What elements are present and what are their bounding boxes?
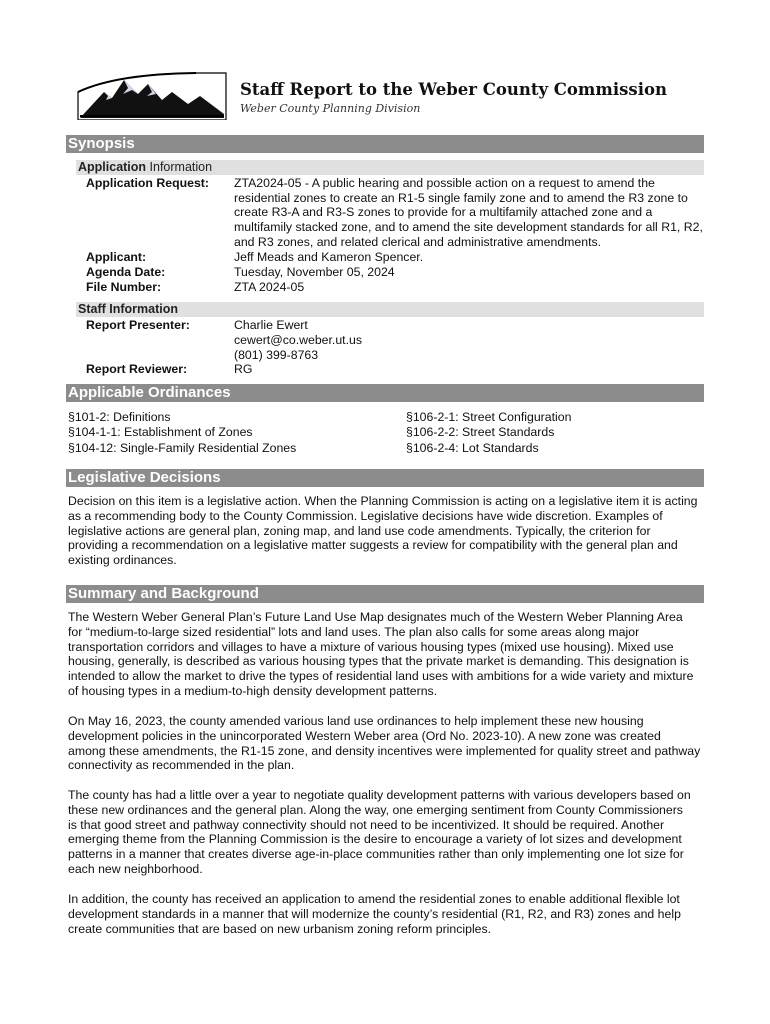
text-line: providing a recommendation on a legislative matter suggests a review for compatibility with the general plan and: [68, 538, 678, 553]
presenter-phone: (801) 399-8763: [234, 348, 319, 362]
text-line: legislative actions are general plan, zoning map, and land use code amendments. Typically, the criterion for: [68, 523, 651, 538]
text-line: patterns in a manner that creates diverse age-in-place communities rather than only implementing one lot size for: [68, 847, 684, 861]
text-line: among these amendments, the R1-15 zone, and density incentives were implemented for quality street and pathway: [68, 743, 701, 758]
text-line: existing ordinances.: [68, 553, 177, 567]
summary-heading: Summary and Background: [66, 585, 704, 603]
ordinance-item: §104-1-1: Establishment of Zones: [68, 425, 253, 440]
ordinance-item: §104-12: Single-Family Residential Zones: [68, 440, 297, 455]
ordinances-heading: Applicable Ordinances: [66, 384, 704, 402]
ordinances-right-list: [406, 410, 571, 456]
applicant-value: Jeff Meads and Kameron Spencer.: [234, 250, 424, 264]
text-line: On May 16, 2023, the county amended various land use ordinances to help implement these new housing: [68, 714, 644, 728]
text-line: transportation corridors and villages to have a mixture of various housing types (mixed use housing). Mixed use: [68, 639, 674, 654]
text-line: The county has had a little over a year to negotiate quality development patterns with various developers based on: [68, 788, 691, 802]
summary-paragraph-2: [68, 714, 702, 773]
text-line: housing, generally, is described as various housing types that the private market is demanding. This designation is: [68, 654, 689, 669]
applicant-label: Applicant:: [86, 250, 147, 264]
application-request-value: ZTA2024-05 - A public hearing and possible action on a request to amend the residential zones to create an R1-5 single family zone and to amend the R3 zone to create R3-A and R3-S zones to provide for a multifamily attached zone and a multifamily stacked zone, and to amend the site development standards for all R1, R2, and R3 zones, and related clerical and administrative amendments.: [234, 176, 703, 249]
report-title: Staff Report to the Weber County Commission: [240, 80, 667, 99]
text-line: of housing types in a medium-to-high density development patterns.: [68, 683, 438, 698]
summary-paragraph-4: [68, 892, 702, 936]
report-reviewer-label: Report Reviewer:: [86, 362, 188, 376]
ordinance-item: §101-2: Definitions: [68, 410, 171, 424]
staff-information-bar: Staff Information: [76, 302, 704, 317]
application-request-label: Application Request:: [86, 176, 209, 190]
text-line: In addition, the county has received an application to amend the residential zones to enable additional flexible lot: [68, 892, 680, 906]
text-line: intended to allow the market to drive the types of residential land uses with ambitions for a wide variety and mixture: [68, 669, 694, 683]
legislative-paragraph: [68, 494, 702, 568]
text-line: each new neighborhood.: [68, 861, 203, 876]
application-information-bar: [76, 160, 704, 175]
text-line: connectivity as recommended in the plan.: [68, 758, 295, 773]
file-number-value: ZTA 2024-05: [234, 280, 305, 294]
report-presenter-label: Report Presenter:: [86, 318, 190, 332]
text-line: for “medium-to-large sized residential” lots and land uses. The plan also calls for some areas along major: [68, 624, 640, 639]
text-line: as a recommending body to the County Commission. Legislative decisions have wide discretion. Examples of: [68, 508, 663, 523]
report-subtitle: Weber County Planning Division: [240, 102, 421, 115]
ordinance-item: §106-2-2: Street Standards: [406, 425, 555, 440]
report-reviewer-value: RG: [234, 362, 253, 376]
presenter-email[interactable]: cewert@co.weber.ut.us: [234, 333, 362, 347]
text-line: Decision on this item is a legislative action. When the Planning Commission is acting on a legislative item it is acting: [68, 494, 698, 508]
ordinance-item: §106-2-4: Lot Standards: [406, 440, 539, 455]
text-line: emerging theme from the Planning Commission is the desire to encourage a variety of lot sizes and development: [68, 832, 682, 847]
weber-county-logo: [76, 70, 228, 120]
presenter-name: Charlie Ewert: [234, 318, 308, 332]
ordinances-left-list: [68, 410, 296, 456]
agenda-date-label: Agenda Date:: [86, 265, 166, 279]
text-line: development standards in a manner that will modernize the county’s residential (R1, R2, and R3) zones and help: [68, 906, 681, 921]
synopsis-heading: Synopsis: [66, 135, 704, 153]
text-line: these new ordinances and the general plan. Along the way, one emerging sentiment from County Commissioners: [68, 802, 683, 817]
legislative-heading: Legislative Decisions: [66, 469, 704, 487]
app-info-rest: Information: [146, 160, 213, 174]
summary-paragraph-3: [68, 788, 702, 877]
app-info-bold: Application: [78, 160, 147, 174]
ordinance-item: §106-2-1: Street Configuration: [406, 410, 572, 424]
text-line: is that good street and pathway connectivity should not need to be incentivized. It should be required. Another: [68, 817, 665, 832]
text-line: development policies in the unincorporated Western Weber area (Ord No. 2023-10). A new zone was created: [68, 728, 661, 743]
text-line: The Western Weber General Plan’s Future Land Use Map designates much of the Western Weber Planning Area: [68, 610, 683, 624]
file-number-label: File Number:: [86, 280, 162, 294]
agenda-date-value: Tuesday, November 05, 2024: [234, 265, 395, 279]
summary-paragraph-1: [68, 610, 702, 699]
text-line: create communities that are based on new urbanism zoning reform principles.: [68, 921, 492, 936]
